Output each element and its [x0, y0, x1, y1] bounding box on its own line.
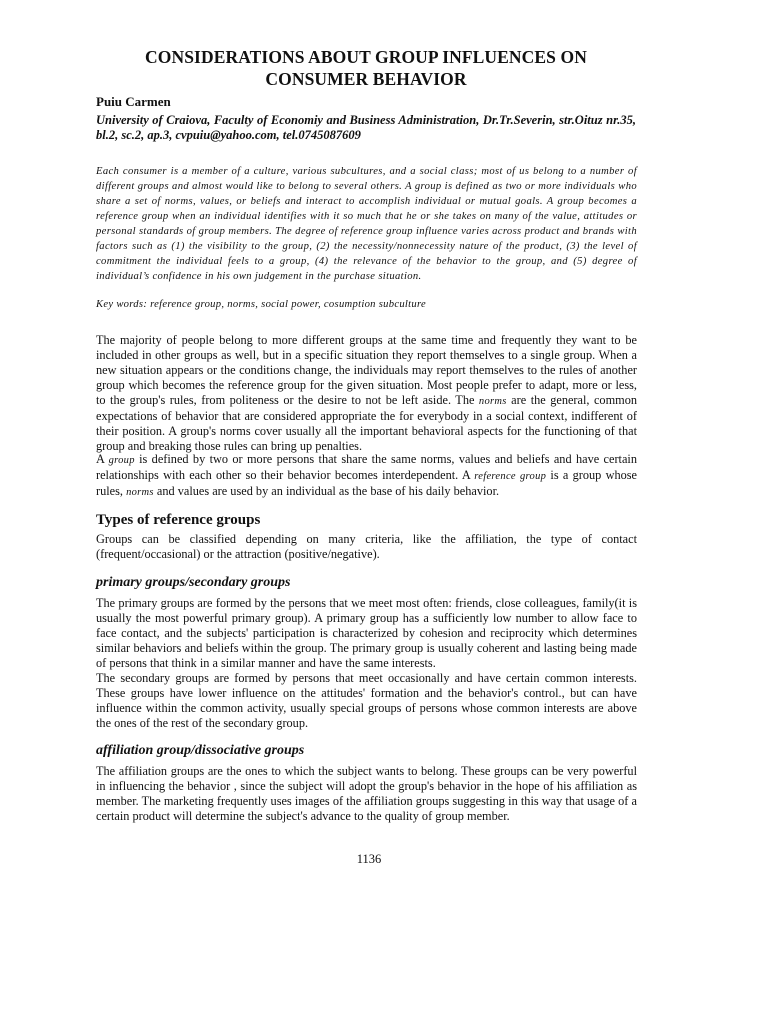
subheading-affiliation-dissociative: affiliation group/dissociative groups	[96, 743, 305, 758]
subheading-primary-secondary: primary groups/secondary groups	[96, 575, 291, 590]
paragraph-text: The majority of people belong to more different groups at the same time and frequently they want to be included in other groups as well, but in a specific situation they report themselves to a single group. When a new situation appears or the conditions change, the individuals may report themselves to the rules of another group which becomes the reference group for the given situation. Most people prefer to adapt, more or less, to the group's rules, from politeness or the desire to not be left aside. The	[96, 333, 637, 407]
term-norms: norms	[478, 396, 507, 407]
paragraph-text: is a group whose rules,	[96, 468, 637, 498]
term-group: group	[108, 455, 135, 466]
paragraph-affiliation-groups: The affiliation groups are the ones to which the subject wants to belong. These groups can be very powerful in influencing the behavior , since the subject will adopt the group's behavior in the hope of his affiliation as member. The marketing frequently uses images of the affiliation groups suggesting in this way that usage of a certain product will determine the subject's advance to the quality of group member.	[96, 764, 637, 823]
paragraph-secondary-groups: The secondary groups are formed by persons that meet occasionally and have certain common interests. These groups have lower influence on the attitudes' formation and the behavior's control., but can have influence within the common activity, usually special groups of persons whose common interests are above the ones of the rest of the secondary group.	[96, 671, 637, 730]
paragraph-text: is defined by two or more persons that share the same norms, values and beliefs and have certain relationships with each other so their behavior becomes interdependent. A	[96, 452, 637, 482]
page-number: 1136	[356, 852, 382, 866]
paper-title: CONSIDERATIONS ABOUT GROUP INFLUENCES ON CONSUMER BEHAVIOR	[145, 47, 587, 89]
term-norms: norms	[126, 487, 154, 498]
paragraph-text: A	[96, 452, 109, 466]
author-affiliation: University of Craiova, Faculty of Economiy and Business Administration, Dr.Tr.Severin, str.Oituz nr.35, bl.2, sc.2, ap.3, cvpuiu@yahoo.com, tel.0745087609	[96, 113, 636, 142]
paragraph-text: and values are used by an individual as the base of his daily behavior.	[153, 484, 500, 498]
abstract: Each consumer is a member of a culture, various subcultures, and a social class; most of us belong to a number of different groups and almost would like to belong to several others. A group is defined as two or more individuals who share a set of norms, values, or beliefs and interact to accomplish individual or mutual goals. A group becomes a reference group when an individual identifies with it so much that he or she takes on many of the value, attitudes or personal standards of group members. The degree of reference group influence varies across product and brands with factors such as (1) the visibility to the group, (2) the necessity/nonnecessity nature of the product, (3) the level of commitment the individual feels to a group, (4) the relevance of the behavior to the group, and (5) degree of individual’s confidence in his own judgement in the purchase situation.	[96, 166, 637, 282]
term-reference-group: reference group	[474, 471, 547, 482]
paragraph-norms	[96, 333, 637, 454]
author-name: Puiu Carmen	[96, 94, 171, 109]
paragraph-classification: Groups can be classified depending on many criteria, like the affiliation, the type of contact (frequent/occasional) or the attraction (positive/negative).	[96, 532, 637, 561]
paragraph-group-definition	[96, 452, 637, 500]
paragraph-primary-groups: The primary groups are formed by the persons that we meet most often: friends, close colleagues, family(it is usually the most powerful primary group). A primary group has a sufficiently low number to allow face to face contact, and the subjects' participation is characterized by cohesion and reciprocity which determines similar behaviors and beliefs within the group. The primary group is usually coherent and lasting being made of persons that think in a similar manner and have the same interests.	[96, 596, 637, 670]
keywords: Key words: reference group, norms, social power, cosumption subculture	[96, 299, 427, 310]
section-heading-types: Types of reference groups	[96, 512, 261, 528]
paragraph-text: are the general, common expectations of behavior that are considered appropriate the for everybody in a social context, indifferent of their position. A group's norms cover usually all the important behavioral aspects for the functioning of that group and breaking those rules can bring up penalties.	[96, 393, 637, 453]
